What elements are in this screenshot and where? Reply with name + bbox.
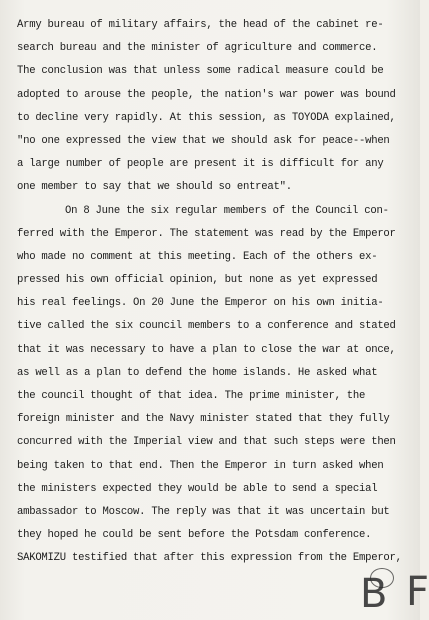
typed-text-body	[17, 14, 415, 571]
margin-letter-b: B	[360, 571, 388, 617]
text-line: "no one expressed the view that we should ask for peace--when	[17, 134, 390, 147]
text-line: that it was necessary to have a plan to close the war at once,	[17, 343, 396, 356]
text-line: SAKOMIZU testified that after this expression from the Emperor,	[17, 552, 402, 565]
text-line: being taken to that end. Then the Emperor in turn asked when	[17, 459, 384, 472]
text-line: to decline very rapidly. At this session, as TOYODA explained,	[17, 111, 396, 124]
paragraph-start-line: On 8 June the six regular members of the Council con-	[65, 204, 389, 217]
text-line: Army bureau of military affairs, the head of the cabinet re-	[17, 19, 384, 31]
text-line: who made no comment at this meeting. Each of the others ex-	[17, 250, 378, 263]
text-line: a large number of people are present it is difficult for any	[17, 158, 384, 171]
margin-letter-f: F	[406, 569, 429, 615]
text-line: ferred with the Emperor. The statement was read by the Emperor	[17, 227, 396, 240]
text-line: pressed his own official opinion, but none as yet expressed	[17, 274, 378, 287]
text-line: the ministers expected they would be able to send a special	[17, 482, 378, 495]
text-line: search bureau and the minister of agriculture and commerce.	[17, 42, 378, 55]
text-line: the council thought of that idea. The prime minister, the	[17, 390, 366, 402]
text-line: his real feelings. On 20 June the Emperor on his own initia-	[17, 297, 384, 310]
text-line: adopted to arouse the people, the nation's war power was bound	[17, 88, 396, 101]
text-line: they hoped he could be sent before the Potsdam conference.	[17, 529, 372, 542]
text-line: The conclusion was that unless some radical measure could be	[17, 65, 384, 78]
handwritten-margin-mark	[356, 566, 429, 620]
text-line: concurred with the Imperial view and that such steps were then	[17, 436, 396, 449]
text-line: foreign minister and the Navy minister stated that they fully	[17, 413, 390, 426]
text-line: one member to say that we should so entreat".	[17, 181, 292, 194]
text-line: tive called the six council members to a conference and stated	[17, 320, 396, 333]
text-line: ambassador to Moscow. The reply was that it was uncertain but	[17, 505, 390, 518]
circled-annotation-mark	[370, 568, 394, 588]
text-line: as well as a plan to defend the home islands. He asked what	[17, 366, 378, 379]
